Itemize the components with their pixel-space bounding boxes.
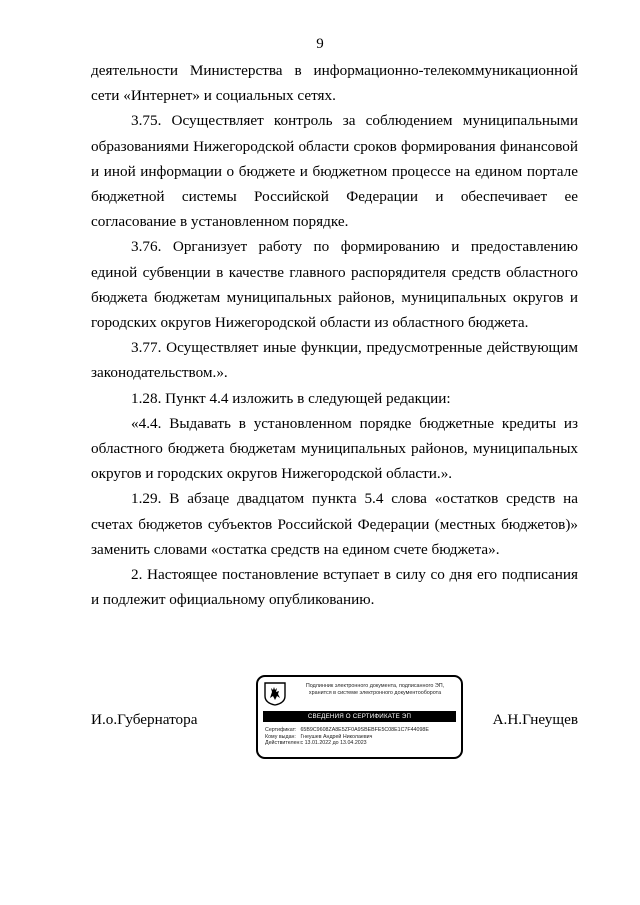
stamp-cert-row	[265, 727, 459, 734]
paragraph-3-75: 3.75. Осуществляет контроль за соблюдением муниципальными образованиями Нижегородской области сроков формирования финансовой и иной информации о бюджете и бюджетном процессе на едином портале бюджетной системы Российской Федерации и обеспечивает ее согласование в установленном порядке.	[91, 112, 578, 231]
signature-block	[91, 675, 578, 765]
valid-label: Действителен:	[265, 740, 301, 747]
stamp-header-line1: Подлинник электронного документа, подписанного ЭП,	[305, 683, 445, 689]
paragraph-2: 2. Настоящее постановление вступает в силу со дня его подписания и подлежит официальному опубликованию.	[91, 566, 578, 609]
paragraph-1-28: 1.28. Пункт 4.4 изложить в следующей редакции:	[131, 389, 451, 407]
valid-value: с 13.01.2022 до 13.04.2023	[300, 740, 367, 747]
body-text	[91, 58, 578, 612]
cert-label: Сертификат:	[265, 727, 297, 733]
owner-label: Кому выдан:	[265, 733, 296, 740]
stamp-header	[291, 683, 459, 697]
paragraph-3-77: 3.77. Осуществляет иные функции, предусмотренные действующим законодательством.».	[91, 339, 578, 382]
cert-value: 65B9C9608ZA8E5ZF0A9SBEBFE5C08E1C7F44098E	[300, 727, 429, 733]
paragraph-continuation: деятельности Министерства в информационно-телекоммуникационной сети «Интернет» и социальных сетях.	[91, 62, 578, 105]
paragraph-1-29: 1.29. В абзаце двадцатом пункта 5.4 слова «остатков средств на счетах бюджетов субъектов Российской Федерации (местных бюджетов)» заменить словами «остатка средств на едином счете бюджета».	[91, 490, 578, 558]
signatory-position: И.о.Губернатора	[91, 711, 198, 728]
stamp-details	[265, 727, 459, 747]
stamp-title-bar: СВЕДЕНИЯ О СЕРТИФИКАТЕ ЭП	[263, 711, 456, 722]
page-number: 9	[316, 36, 324, 52]
signer-name: А.Н.Гнеущев	[492, 711, 578, 728]
stamp-valid-row	[265, 740, 459, 747]
owner-value: Гнеушев Андрей Николаевич	[300, 733, 373, 740]
paragraph-4-4: «4.4. Выдавать в установленном порядке бюджетные кредиты из областного бюджета бюджетам муниципальных районов, муниципальных округов и городских округов Нижегородской области.».	[91, 414, 578, 483]
stamp-header-line2: хранится в системе электронного документооборота	[308, 690, 442, 696]
emblem-icon	[264, 682, 286, 706]
electronic-signature-stamp	[256, 675, 463, 759]
paragraph-3-76: 3.76. Организует работу по формированию и предоставлению единой субвенции в качестве главного распорядителя средств областного бюджета бюджетам муниципальных районов, муниципальных округов и городских округов Нижегородской области из областного бюджета.	[91, 238, 578, 332]
